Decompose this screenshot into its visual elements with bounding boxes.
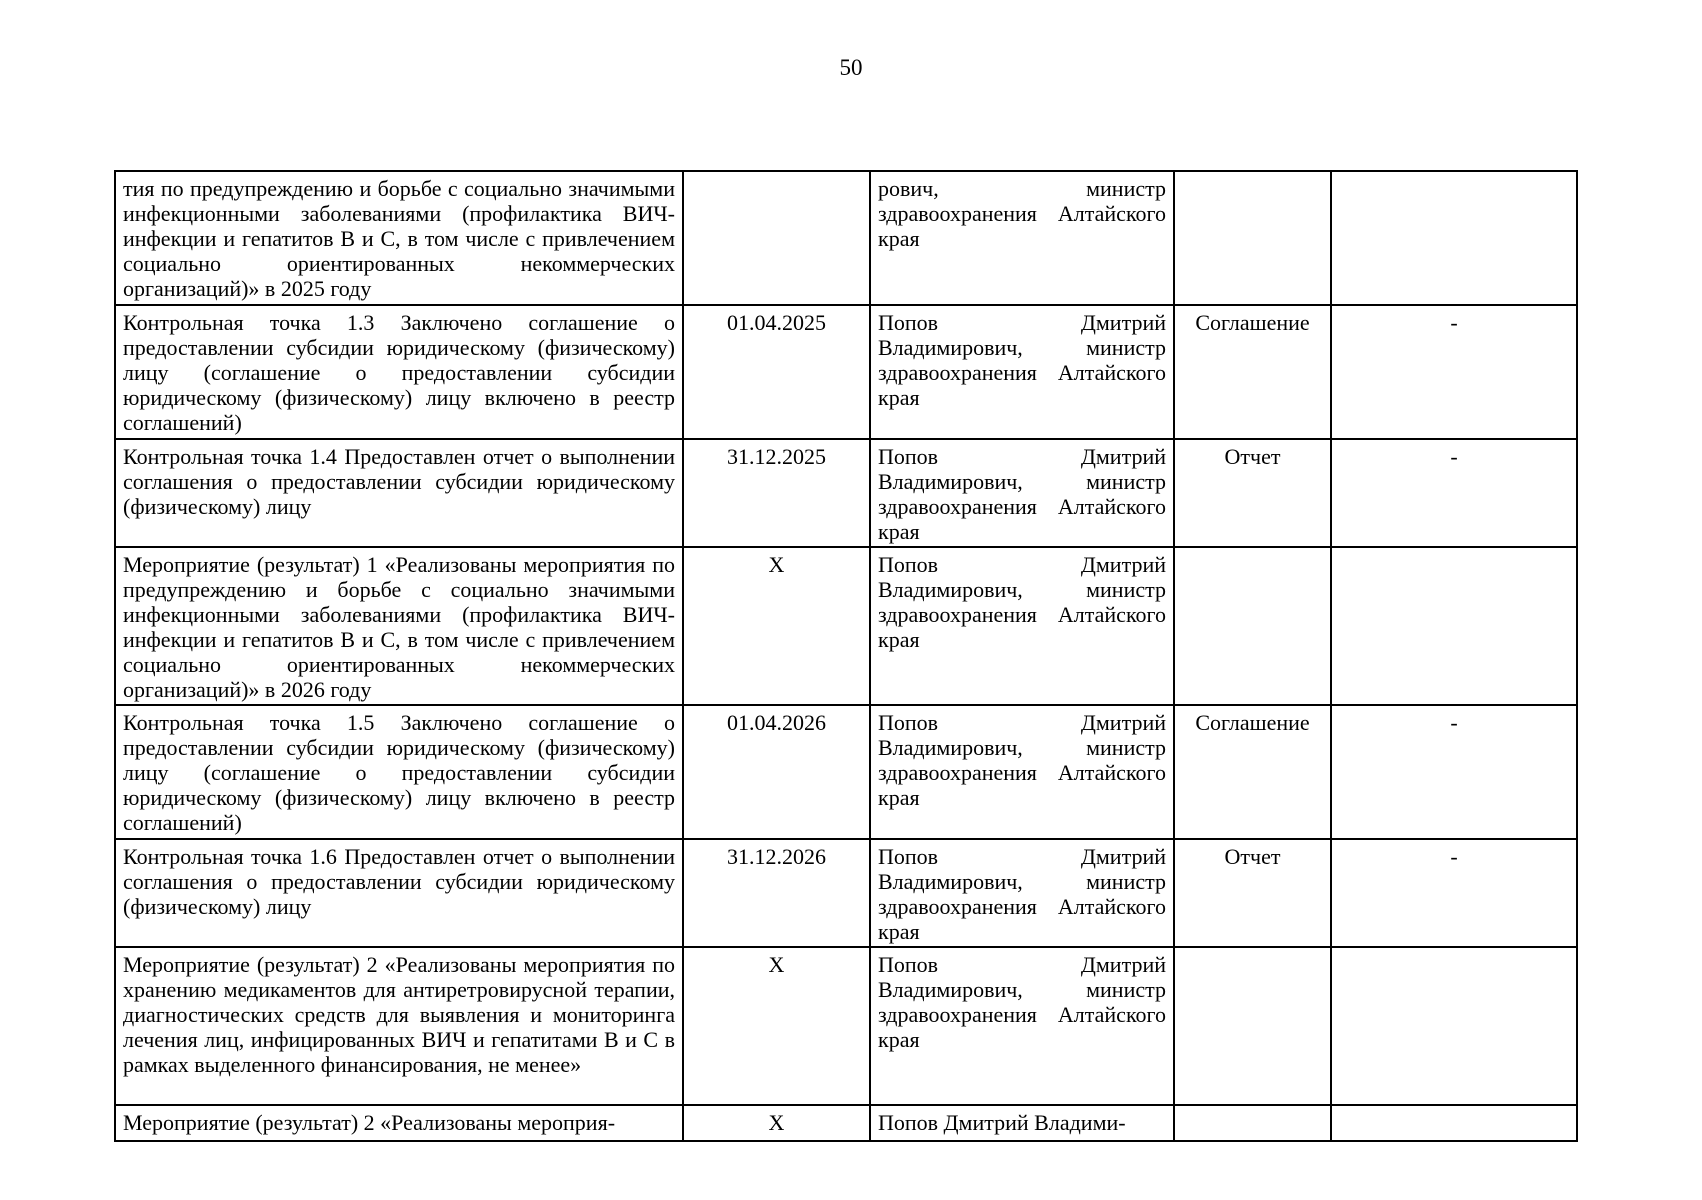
responsible-cell: Попов Дмитрий Владимирович, министр здравоохранения Алтайского края <box>870 547 1174 705</box>
table-row <box>115 947 1577 1105</box>
document-cell: Отчет <box>1174 839 1331 947</box>
document-cell <box>1174 1105 1331 1141</box>
extra-cell <box>1331 171 1577 305</box>
event-name-cell: тия по предупреждению и борьбе с социально значимыми инфекционными заболеваниями (профилактика ВИЧ-инфекции и гепатитов В и С, в том числе с привлечением социально ориентированных некоммерческих организаций)» в 2025 году <box>115 171 683 305</box>
event-name-cell: Контрольная точка 1.5 Заключено соглашение о предоставлении субсидии юридическому (физическому) лицу (соглашение о предоставлении субсидии юридическому (физическому) лицу включено в реестр соглашений) <box>115 705 683 839</box>
responsible-cell: Попов Дмитрий Владимирович, министр здравоохранения Алтайского края <box>870 839 1174 947</box>
event-name-cell: Контрольная точка 1.4 Предоставлен отчет о выполнении соглашения о предоставлении субсидии юридическому (физическому) лицу <box>115 439 683 547</box>
plan-table <box>114 170 1578 1142</box>
extra-cell: - <box>1331 439 1577 547</box>
extra-cell <box>1331 547 1577 705</box>
responsible-cell: Попов Дмитрий Владимирович, министр здравоохранения Алтайского края <box>870 705 1174 839</box>
due-date-cell: 01.04.2025 <box>683 305 870 439</box>
due-date-cell: Х <box>683 1105 870 1141</box>
responsible-cell: Попов Дмитрий Владимирович, министр здравоохранения Алтайского края <box>870 947 1174 1105</box>
extra-cell: - <box>1331 305 1577 439</box>
document-cell: Соглашение <box>1174 705 1331 839</box>
table-row <box>115 705 1577 839</box>
document-cell <box>1174 547 1331 705</box>
event-name-cell: Мероприятие (результат) 1 «Реализованы мероприятия по предупреждению и борьбе с социально значимыми инфекционными заболеваниями (профилактика ВИЧ-инфекции и гепатитов В и С, в том числе с привлечением социально ориентированных некоммерческих организаций)» в 2026 году <box>115 547 683 705</box>
extra-cell <box>1331 1105 1577 1141</box>
table-row <box>115 1105 1577 1141</box>
due-date-cell: Х <box>683 947 870 1105</box>
extra-cell: - <box>1331 839 1577 947</box>
extra-cell <box>1331 947 1577 1105</box>
event-name-cell: Контрольная точка 1.3 Заключено соглашение о предоставлении субсидии юридическому (физическому) лицу (соглашение о предоставлении субсидии юридическому (физическому) лицу включено в реестр соглашений) <box>115 305 683 439</box>
table-row <box>115 439 1577 547</box>
table-row <box>115 839 1577 947</box>
responsible-cell: рович, министр здравоохранения Алтайского края <box>870 171 1174 305</box>
due-date-cell: Х <box>683 547 870 705</box>
event-name-cell: Мероприятие (результат) 2 «Реализованы мероприятия по хранению медикаментов для антиретровирусной терапии, диагностических средств для выявления и мониторинга лечения лиц, инфицированных ВИЧ и гепатитами В и С в рамках выделенного финансирования, не менее» <box>115 947 683 1105</box>
due-date-cell: 01.04.2026 <box>683 705 870 839</box>
event-name-cell: Контрольная точка 1.6 Предоставлен отчет о выполнении соглашения о предоставлении субсидии юридическому (физическому) лицу <box>115 839 683 947</box>
document-cell <box>1174 947 1331 1105</box>
responsible-cell: Попов Дмитрий Владимирович, министр здравоохранения Алтайского края <box>870 305 1174 439</box>
table-row <box>115 171 1577 305</box>
event-name-cell: Мероприятие (результат) 2 «Реализованы мероприя- <box>115 1105 683 1141</box>
due-date-cell <box>683 171 870 305</box>
due-date-cell: 31.12.2025 <box>683 439 870 547</box>
table-row <box>115 305 1577 439</box>
due-date-cell: 31.12.2026 <box>683 839 870 947</box>
document-cell: Соглашение <box>1174 305 1331 439</box>
page-number: 50 <box>839 55 863 80</box>
responsible-cell: Попов Дмитрий Владими- <box>870 1105 1174 1141</box>
table-row <box>115 547 1577 705</box>
document-cell: Отчет <box>1174 439 1331 547</box>
document-cell <box>1174 171 1331 305</box>
responsible-cell: Попов Дмитрий Владимирович, министр здравоохранения Алтайского края <box>870 439 1174 547</box>
extra-cell: - <box>1331 705 1577 839</box>
